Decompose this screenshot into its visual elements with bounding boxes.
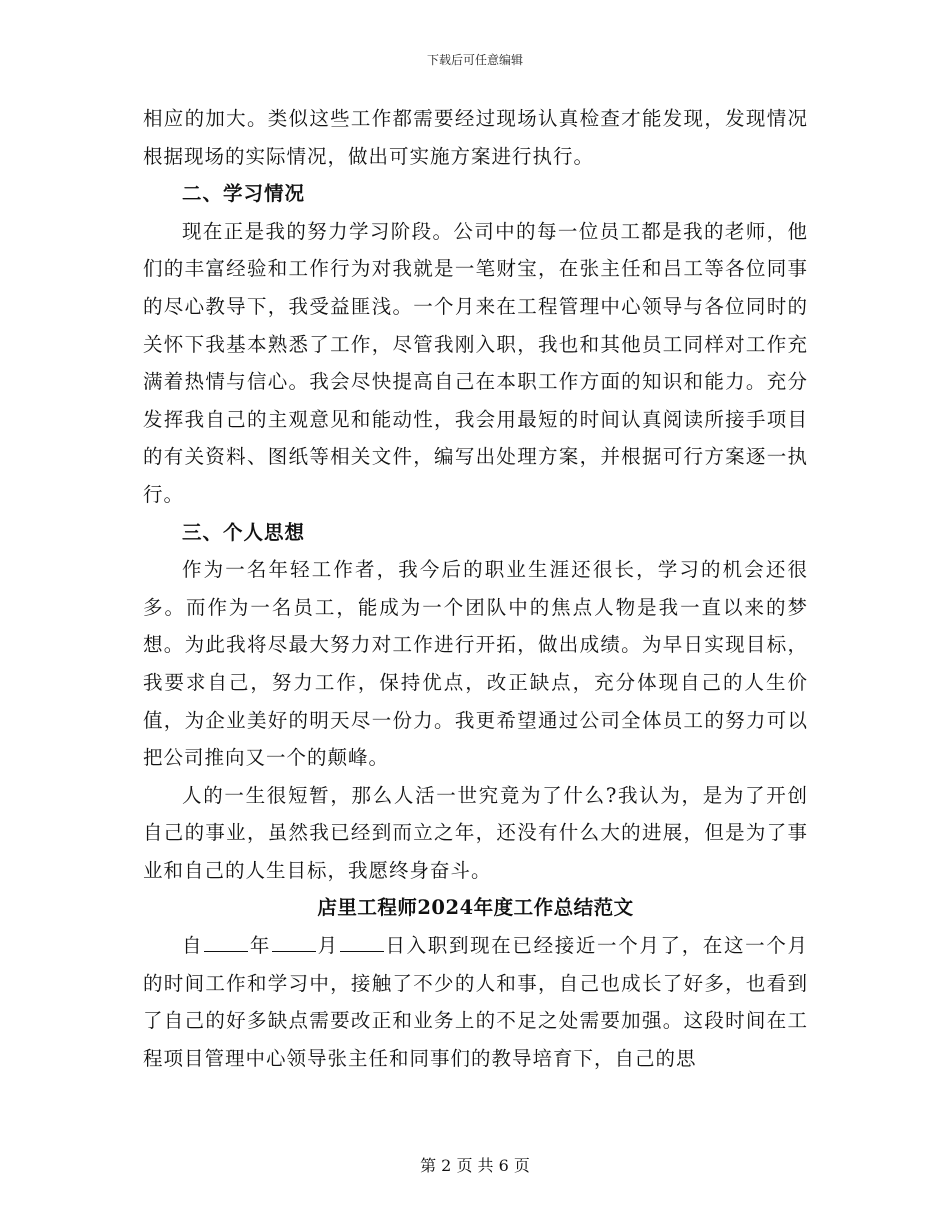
section-heading-study: 二、学习情况 <box>182 182 306 206</box>
page-header: 下载后可任意编辑 <box>426 53 523 67</box>
intro-rest-text: 日入职到现在已经接近一个月了，在这一个月的时间工作和学习中，接触了不少的人和事，自己也成长了好多，也看到了自己的好多缺点需要改正和业务上的不足之处需要加强。这段时间在工程项目管理中心领导张主任和同事们的教导培育下，自己的思 <box>143 934 808 1070</box>
page-number: 第 2 页 共 6 页 <box>420 1156 530 1175</box>
section-heading-thoughts: 三、个人思想 <box>182 520 306 544</box>
intro-month-text: 月 <box>317 934 339 958</box>
document-body <box>143 100 808 1077</box>
paragraph-continued: 相应的加大。类似这些工作都需要经过现场认真检查才能发现，发现情况根据现场的实际情况，做出可实施方案进行执行。 <box>143 107 808 168</box>
blank-month <box>272 929 316 952</box>
intro-year-text: 年 <box>249 934 271 958</box>
paragraph-life-goal: 人的一生很短暂，那么人活一世究竟为了什么?我认为，是为了开创自己的事业，虽然我已经到而立之年，还没有什么大的进展，但是为了事业和自己的人生目标，我愿终身奋斗。 <box>143 783 808 882</box>
blank-year <box>204 929 248 952</box>
document-title: 店里工程师2024年度工作总结范文 <box>317 896 634 920</box>
paragraph-intro <box>143 927 808 1077</box>
paragraph-study: 现在正是我的努力学习阶段。公司中的每一位员工都是我的老师，他们的丰富经验和工作行为对我就是一笔财宝，在张主任和吕工等各位同事的尽心教导下，我受益匪浅。一个月来在工程管理中心领导与各位同时的关怀下我基本熟悉了工作，尽管我刚入职，我也和其他员工同样对工作充满着热情与信心。我会尽快提高自己在本职工作方面的知识和能力。充分发挥我自己的主观意见和能动性，我会用最短的时间认真阅读所接手项目的有关资料、图纸等相关文件，编写出处理方案，并根据可行方案逐一执行。 <box>143 219 808 506</box>
blank-day <box>340 929 384 952</box>
paragraph-thoughts: 作为一名年轻工作者，我今后的职业生涯还很长，学习的机会还很多。而作为一名员工，能成为一个团队中的焦点人物是我一直以来的梦想。为此我将尽最大努力对工作进行开拓，做出成绩。为早日实现目标，我要求自己，努力工作，保持优点，改正缺点，充分体现自己的人生价值，为企业美好的明天尽一份力。我更希望通过公司全体员工的努力可以把公司推向又一个的颠峰。 <box>143 558 808 770</box>
intro-start-text: 自 <box>182 934 204 958</box>
